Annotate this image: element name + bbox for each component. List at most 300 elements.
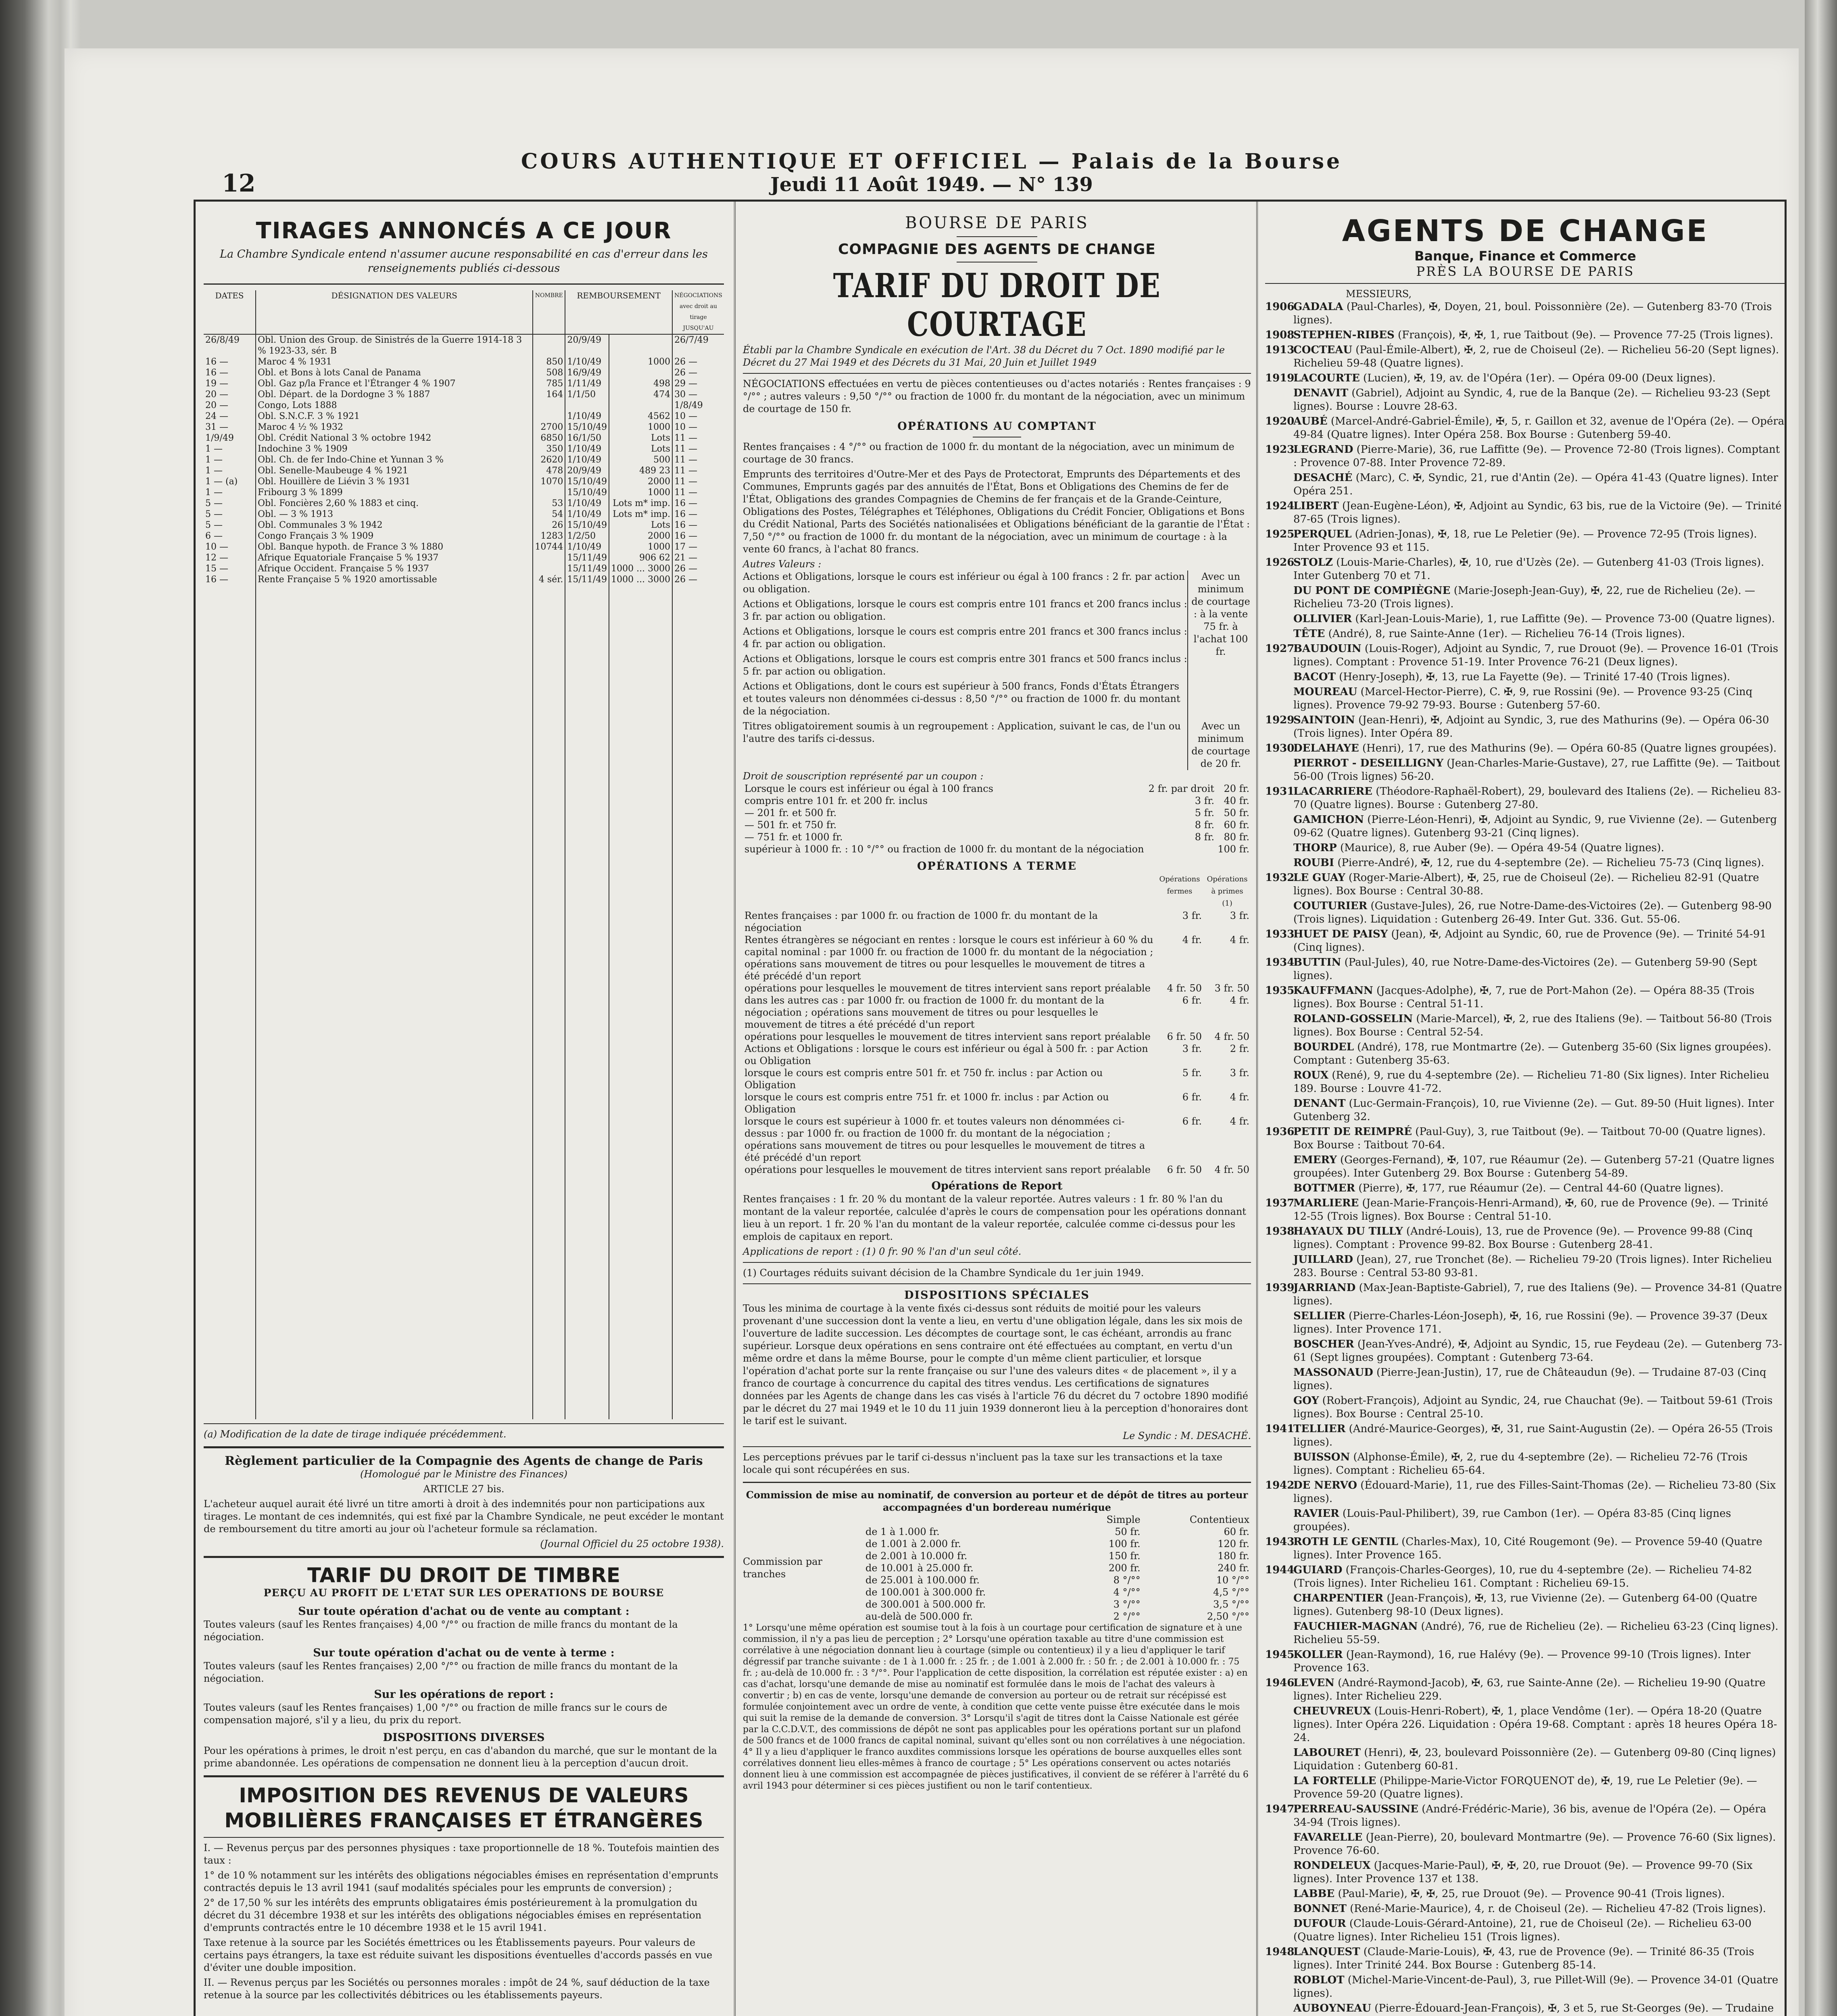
agent-name: HUET DE PAISY xyxy=(1293,928,1388,940)
table-cell: 489 23 xyxy=(609,465,672,476)
table-cell: 4 fr. 50 xyxy=(1214,1031,1249,1042)
agent-name: BACOT xyxy=(1293,671,1336,683)
table-row xyxy=(743,843,1251,855)
agent-name: STOLZ xyxy=(1293,556,1333,569)
agent-entry xyxy=(1265,1479,1785,1506)
table-cell: Obl. S.N.C.F. 3 % 1921 xyxy=(256,411,533,422)
agent-entry xyxy=(1265,1338,1785,1364)
agents-title: AGENTS DE CHANGE xyxy=(1342,214,1709,248)
table-cell: Lots xyxy=(609,433,672,444)
agent-entry xyxy=(1265,1182,1785,1195)
imposition-text1: I. — Revenus perçus par des personnes physiques : taxe proportionnelle de 18 %. Toutefois maintien des taux : xyxy=(204,1842,719,1866)
table-cell: 26 xyxy=(533,520,565,531)
agent-name: ROLAND-GOSSELIN xyxy=(1293,1013,1413,1025)
table-cell: de 25.001 à 100.000 fr. xyxy=(865,1574,980,1586)
table-cell: 30 — xyxy=(674,389,698,400)
table-cell: Rentes françaises : par 1000 fr. ou fraction de 1000 fr. du montant de la négociation xyxy=(744,910,1098,933)
table-cell: 16 — xyxy=(674,531,698,541)
agent-text xyxy=(1293,1620,1785,1647)
table-cell xyxy=(565,585,609,1419)
agent-year xyxy=(1265,1620,1293,1647)
agent-text xyxy=(1293,1564,1785,1590)
agent-name: DENAVIT xyxy=(1293,387,1349,399)
agent-text xyxy=(1293,443,1785,470)
table-row xyxy=(204,389,724,400)
table-row xyxy=(743,910,1251,934)
agent-entry xyxy=(1265,1225,1785,1252)
table-cell xyxy=(672,585,724,1419)
table-row xyxy=(864,1526,1251,1538)
agent-name: DESACHÉ xyxy=(1293,472,1353,484)
table-cell: 11 — xyxy=(674,487,698,498)
table-row xyxy=(743,783,1251,795)
agent-details: (Charles-Max), 10, Cité Rougemont (9e). — Provence 59-40 (Quatre lignes). Inter Provence 165. xyxy=(1293,1536,1762,1561)
table-cell: 26/8/49 xyxy=(204,334,256,356)
agent-text xyxy=(1293,344,1785,370)
agent-details: (Jean-Yves-André), ✠, Adjoint au Syndic, 15, rue Feydeau (2e). — Gutenberg 73-61 (Sept lignes groupées). Comptant : Gutenberg 73-64. xyxy=(1293,1338,1783,1364)
table-cell: 29 — xyxy=(674,379,698,389)
table-cell: 4 sér. xyxy=(533,574,565,585)
agent-text xyxy=(1293,1705,1785,1745)
agent-text xyxy=(1293,471,1785,498)
agent-year xyxy=(1265,856,1293,870)
percep: Les perceptions prévues par le tarif ci-dessus n'incluent pas la taxe sur les transactions et la taxe locale qui sont récupérées en sus. xyxy=(743,1452,1223,1475)
agent-name: ROUX xyxy=(1293,1069,1329,1081)
table-cell: 1000 xyxy=(609,541,672,552)
agent-name: CHARPENTIER xyxy=(1293,1592,1384,1604)
agent-entry xyxy=(1265,1859,1785,1886)
agent-year: 1924 xyxy=(1265,500,1295,512)
col-dates: DATES xyxy=(204,290,256,334)
table-cell: 785 xyxy=(533,378,565,389)
agent-year xyxy=(1265,1253,1293,1280)
table-cell: 19 — xyxy=(204,378,256,389)
agent-year: 1927 xyxy=(1265,643,1295,655)
agent-entry xyxy=(1265,372,1785,385)
appli: Applications de report : (1) 0 fr. 90 % l'an d'un seul côté. xyxy=(743,1246,1022,1257)
agent-text xyxy=(1293,900,1785,926)
agent-text xyxy=(1293,714,1785,740)
agents-subtitle2: PRÈS LA BOURSE DE PARIS xyxy=(1416,264,1635,279)
agent-entry xyxy=(1265,785,1785,812)
dispo-text: Pour les opérations à primes, le droit n'est perçu, en cas d'abandon du marché, que sur le montant de la prime abandonnée. Les opérations de compensation ne donnent lieu à la perception d'aucun droit. xyxy=(204,1745,717,1769)
timbre-t2: Toutes valeurs (sauf les Rentes françaises) 2,00 °/°° ou fraction de mille francs du montant de la négociation. xyxy=(204,1660,678,1684)
table-cell: 6 fr. xyxy=(1182,1116,1202,1127)
agent-details: (Pierre-Léon-Henri), ✠, Adjoint au Syndic, 9, rue Vivienne (2e). — Gutenberg 09-62 (Quatre lignes). Gutenberg 93-21 (Cinq lignes). xyxy=(1293,814,1777,839)
table-row xyxy=(743,982,1251,994)
table-cell: 53 xyxy=(533,498,565,509)
table-cell: Lots m* imp. xyxy=(609,509,672,520)
agent-year xyxy=(1265,1774,1293,1801)
agent-entry xyxy=(1265,556,1785,583)
table-cell: 11 — xyxy=(674,466,698,476)
agent-year xyxy=(1265,900,1293,926)
agent-entry xyxy=(1265,1648,1785,1675)
agent-details: (Luc-Germain-François), 10, rue Vivienne (2e). — Gut. 89-50 (Huit lignes). Inter Gutenberg 32. xyxy=(1293,1098,1774,1123)
table-cell xyxy=(609,334,672,356)
table-cell: Obl. — 3 % 1913 xyxy=(256,509,533,520)
agent-name: DUFOUR xyxy=(1293,1918,1346,1930)
agent-year xyxy=(1265,627,1293,641)
tirages-footnote: (a) Modification de la date de tirage indiquée précédemment. xyxy=(204,1429,507,1440)
table-cell: 2,50 °/°° xyxy=(1207,1611,1249,1622)
tirages-title: TIRAGES ANNONCÉS A CE JOUR xyxy=(256,218,672,244)
table-cell: 1000 xyxy=(609,356,672,367)
agent-name: PETIT DE REIMPRÉ xyxy=(1293,1126,1412,1138)
table-cell: 24 — xyxy=(204,411,256,422)
table-cell: 1 — xyxy=(204,487,256,498)
agent-details: (Louis-Roger), Adjoint au Syndic, 7, rue Drouot (9e). — Provence 16-01 (Trois lignes). Comptant : Provence 51-19. Inter Provence 76-21 (Deux lignes). xyxy=(1293,643,1779,668)
table-cell: 5 — xyxy=(204,498,256,509)
table-cell: 12 — xyxy=(204,552,256,563)
agent-details: (Louis-Henri-Robert), ✠, 1, place Vendôme (1er). — Opéra 18-20 (Quatre lignes). Inter Opéra 226. Liquidation : Opéra 19-68. Comptant : après 18 heures Opéra 18-24. xyxy=(1293,1705,1777,1744)
table-cell: 1/9/49 xyxy=(204,433,256,444)
agent-entry xyxy=(1265,1535,1785,1562)
agent-text xyxy=(1293,1831,1785,1858)
agents-subtitle: Banque, Finance et Commerce xyxy=(1414,248,1636,264)
table-cell: 164 xyxy=(533,389,565,400)
agent-details: (Pierre-Jean-Justin), 17, rue de Châteaudun (9e). — Trudaine 87-03 (Cinq lignes). xyxy=(1293,1366,1766,1392)
column-left xyxy=(204,202,724,2016)
agent-text xyxy=(1293,1253,1785,1280)
table-cell: de 2.001 à 10.000 fr. xyxy=(865,1550,968,1562)
agent-entry xyxy=(1265,500,1785,526)
agent-name: AUBOYNEAU xyxy=(1293,2002,1371,2014)
table-row xyxy=(204,356,724,367)
table-cell: 2 fr. par droit xyxy=(1148,783,1214,794)
table-row xyxy=(204,476,724,487)
agent-text xyxy=(1293,1974,1785,2000)
table-cell: Actions et Obligations : lorsque le cours est inférieur ou égal à 500 fr. : par Action ou Obligation xyxy=(744,1043,1148,1066)
courtage-company: COMPAGNIE DES AGENTS DE CHANGE xyxy=(838,241,1156,258)
agent-text xyxy=(1293,627,1785,641)
table-cell: 16 — xyxy=(204,367,256,378)
table-cell: 15/10/49 xyxy=(565,476,609,487)
table-row xyxy=(864,1574,1251,1586)
agent-text xyxy=(1293,1012,1785,1039)
agent-name: LACARRIERE xyxy=(1293,785,1372,798)
agent-name: DU PONT DE COMPIÈGNE xyxy=(1293,585,1451,597)
agent-text xyxy=(1293,871,1785,898)
agent-name: JUILLARD xyxy=(1293,1254,1353,1266)
agent-name: COCTEAU xyxy=(1293,344,1353,356)
agent-details: (Paul-Guy), 3, rue Taitbout (9e). — Taitbout 70-00 (Quatre lignes). Box Bourse : Taitbout 70-64. xyxy=(1293,1126,1766,1151)
table-cell: — 751 fr. et 1000 fr. xyxy=(744,831,843,843)
table-row xyxy=(204,498,724,509)
table-row xyxy=(204,378,724,389)
table-cell: opérations pour lesquelles le mouvement de titres intervient sans report préalable xyxy=(744,1164,1151,1175)
table-cell xyxy=(609,400,672,411)
table-cell: Obl. et Bons à lots Canal de Panama xyxy=(256,367,533,378)
imposition-text3: 2° de 17,50 % sur les intérêts des emprunts obligataires émis postérieurement à la promulgation du décret du 31 décembre 1938 et sur les intérêts des obligations négociables émises en représentation d'emprunts contractés entre le 10 décembre 1938 et le 15 avril 1941. xyxy=(204,1897,702,1933)
agent-text xyxy=(1293,500,1785,526)
table-cell: 8 fr. xyxy=(1195,819,1214,831)
agent-entry xyxy=(1265,1097,1785,1124)
table-cell: 1/10/49 xyxy=(565,356,609,367)
table-cell: 3,5 °/°° xyxy=(1213,1599,1249,1610)
autres-2: Actions et Obligations, lorsque le cours est compris entre 201 francs et 300 francs inclus : 4 fr. par action ou obligation. xyxy=(743,626,1187,650)
agent-year xyxy=(1265,1592,1293,1618)
agent-name: HAYAUX DU TILLY xyxy=(1293,1225,1403,1237)
agent-name: SELLIER xyxy=(1293,1310,1345,1322)
table-cell: 2700 xyxy=(533,422,565,433)
table-cell xyxy=(533,585,565,1419)
agent-details: (André), 8, rue Sainte-Anne (1er). — Richelieu 76-14 (Trois lignes). xyxy=(1325,628,1685,640)
agent-details: (André), 178, rue Montmartre (2e). — Gutenberg 35-60 (Six lignes groupées). Comptant : Gutenberg 35-63. xyxy=(1293,1041,1772,1066)
table-row xyxy=(204,487,724,498)
table-cell: 20/9/49 xyxy=(565,465,609,476)
agent-text xyxy=(1293,1182,1785,1195)
agent-text xyxy=(1293,1451,1785,1477)
agent-entry xyxy=(1265,1592,1785,1618)
table-cell: de 10.001 à 25.000 fr. xyxy=(865,1562,974,1574)
agent-details: (Paul-Marie), ✠, ✠, 25, rue Drouot (9e). — Provence 90-41 (Trois lignes). xyxy=(1334,1888,1725,1900)
agent-year xyxy=(1265,1041,1293,1067)
agent-text xyxy=(1293,329,1785,342)
agent-year: 1942 xyxy=(1265,1479,1295,1491)
agent-entry xyxy=(1265,1902,1785,1916)
agent-name: LE GUAY xyxy=(1293,872,1345,884)
agent-name: TELLIER xyxy=(1293,1423,1346,1435)
agent-details: (Georges-Fernand), ✠, 107, rue Réaumur (2e). — Gutenberg 57-21 (Quatre lignes groupées). Inter Gutenberg 29. Box Bourse : Gutenberg 54-89. xyxy=(1293,1154,1774,1179)
table-cell: 4 fr. xyxy=(1230,1091,1249,1103)
syndic: Le Syndic : M. DESACHÉ. xyxy=(1123,1430,1251,1441)
table-row xyxy=(204,334,724,356)
autres-title: Autres Valeurs : xyxy=(743,558,822,570)
agent-name: ROUBI xyxy=(1293,857,1334,869)
table-cell: 20 — xyxy=(204,389,256,400)
agent-details: (Jean-François), ✠, 13, rue Vivienne (2e). — Gutenberg 64-00 (Quatre lignes). Gutenberg 98-10 (Deux lignes). xyxy=(1293,1592,1758,1618)
agent-text xyxy=(1293,1917,1785,1944)
table-cell: 4,5 °/°° xyxy=(1213,1587,1249,1598)
table-cell: 80 fr. xyxy=(1224,831,1249,843)
imposition-text4: Taxe retenue à la source par les Sociétés émettrices ou les Établissements payeurs. Pour valeurs de certains pays étrangers, la taxe est réduite suivant les dispositions éventuelles d'accords passés en vue d'éviter une double imposition. xyxy=(204,1937,713,1973)
agent-year: 1920 xyxy=(1265,415,1295,427)
agent-year xyxy=(1265,1182,1293,1195)
table-cell: 1000 ... 3000 xyxy=(609,574,672,585)
agent-text xyxy=(1293,1592,1785,1618)
agent-details: (Louis-Marie-Charles), ✠, 10, rue d'Uzès (2e). — Gutenberg 41-03 (Trois lignes). Inter Gutenberg 70 et 71. xyxy=(1293,556,1764,582)
agent-name: KOLLER xyxy=(1293,1649,1343,1661)
table-cell: de 300.001 à 500.000 fr. xyxy=(865,1599,986,1610)
table-cell: 8 °/°° xyxy=(1113,1574,1141,1586)
agent-name: KAUFFMANN xyxy=(1293,985,1373,997)
commission-col2: Contentieux xyxy=(1189,1514,1249,1525)
agent-text xyxy=(1293,1746,1785,1773)
terme-title: OPÉRATIONS A TERME xyxy=(917,860,1077,873)
souscription-table xyxy=(743,783,1251,855)
table-cell: 26 — xyxy=(674,564,698,574)
agent-entry xyxy=(1265,1125,1785,1152)
agent-name: AUBÉ xyxy=(1293,415,1328,427)
table-cell: 16/9/49 xyxy=(565,367,609,378)
table-row xyxy=(743,795,1251,807)
agent-year: 1906 xyxy=(1265,301,1295,313)
table-cell xyxy=(256,585,533,1419)
agent-details: (Claude-Marie-Louis), ✠, 43, rue de Provence (9e). — Trinité 86-35 (Trois lignes). Inter Trinité 244. Box Bourse : Gutenberg 85-14. xyxy=(1293,1946,1754,1971)
agent-entry xyxy=(1265,956,1785,983)
tirages-table xyxy=(204,290,724,1419)
agent-year: 1946 xyxy=(1265,1677,1295,1689)
agent-details: (Max-Jean-Baptiste-Gabriel), 7, rue des Italiens (9e). — Provence 34-81 (Quatre lignes). xyxy=(1293,1282,1782,1307)
agent-details: (Gabriel), Adjoint au Syndic, 4, rue de la Banque (2e). — Richelieu 93-23 (Sept lignes). Bourse : Louvre 28-63. xyxy=(1293,387,1770,412)
table-cell: 16 — xyxy=(204,574,256,585)
agent-name: PERREAU-SAUSSINE xyxy=(1293,1803,1418,1815)
agent-text xyxy=(1293,1125,1785,1152)
table-row xyxy=(204,541,724,552)
agent-year: 1923 xyxy=(1265,444,1295,456)
table-cell: 1 — (a) xyxy=(204,476,256,487)
agent-year xyxy=(1265,813,1293,840)
agent-name: GAMICHON xyxy=(1293,814,1364,826)
table-cell: compris entre 101 fr. et 200 fr. inclus xyxy=(744,795,928,806)
table-cell: 1000 xyxy=(609,422,672,433)
agent-details: (Roger-Marie-Albert), ✠, 25, rue de Choiseul (2e). — Richelieu 82-91 (Quatre lignes). Box Bourse : Central 30-88. xyxy=(1293,872,1759,897)
agent-details: (Marie-Marcel), ✠, 2, rue des Italiens (9e). — Taitbout 56-80 (Trois lignes). Box Bourse : Central 52-54. xyxy=(1293,1013,1772,1038)
agent-year: 1932 xyxy=(1265,872,1295,884)
table-cell: 508 xyxy=(533,367,565,378)
agent-year xyxy=(1265,1887,1293,1901)
agent-year: 1937 xyxy=(1265,1197,1295,1209)
agent-year: 1948 xyxy=(1265,1946,1295,1958)
table-cell xyxy=(533,400,565,411)
agent-details: (François-Charles-Georges), 10, rue du 4-septembre (2e). — Richelieu 74-82 (Trois lignes). Inter Richelieu 161. Comptant : Richelieu 69-15. xyxy=(1293,1564,1752,1589)
courtage-top: BOURSE DE PARIS xyxy=(905,214,1089,232)
agent-name: BOSCHER xyxy=(1293,1338,1354,1350)
autres-4: Actions et Obligations, dont le cours est supérieur à 500 francs, Fonds d'États Étrangers et toutes valeurs non dénommées ci-dessus : 8,50 °/°° ou fraction de 1000 fr. du montant de la négociation. xyxy=(743,681,1180,717)
agent-year: 1913 xyxy=(1265,344,1295,356)
table-cell: 11 — xyxy=(674,455,698,465)
table-cell: 26/7/49 xyxy=(674,335,709,345)
agent-name: FAUCHIER-MAGNAN xyxy=(1293,1620,1418,1633)
table-cell: 150 fr. xyxy=(1108,1550,1141,1562)
agent-year xyxy=(1265,1097,1293,1124)
table-cell: 17 — xyxy=(674,542,698,552)
table-row xyxy=(204,444,724,454)
agent-entry xyxy=(1265,1310,1785,1336)
timbre-t3: Toutes valeurs (sauf les Rentes françaises) 1,00 °/°° ou fraction de mille francs sur le cours de compensation majoré, s'il y a lieu, du prix du report. xyxy=(204,1702,667,1726)
agent-name: LEVEN xyxy=(1293,1677,1334,1689)
agent-text xyxy=(1293,528,1785,554)
agent-year: 1926 xyxy=(1265,556,1295,569)
agent-entry xyxy=(1265,1620,1785,1647)
agent-text xyxy=(1293,856,1785,870)
table-cell: Obl. Foncières 2,60 % 1883 et cinq. xyxy=(256,498,533,509)
agent-year xyxy=(1265,671,1293,684)
table-cell: Indochine 3 % 1909 xyxy=(256,444,533,454)
agent-entry xyxy=(1265,528,1785,554)
agent-details: (Jean-Raymond), 16, rue Halévy (9e). — Provence 99-10 (Trois lignes). Inter Provence 163. xyxy=(1293,1649,1751,1674)
table-cell: 21 — xyxy=(674,553,698,563)
table-cell: 3 fr. xyxy=(1230,910,1249,921)
agent-name: OLLIVIER xyxy=(1293,613,1352,625)
agent-details: (Paul-Jules), 40, rue Notre-Dame-des-Victoires (2e). — Gutenberg 59-90 (Sept lignes). xyxy=(1293,956,1757,982)
table-cell: 26 — xyxy=(674,357,698,367)
table-cell: au-delà de 500.000 fr. xyxy=(865,1611,973,1622)
table-cell: de 100.001 à 300.000 fr. xyxy=(865,1587,986,1598)
agent-text xyxy=(1293,1197,1785,1223)
table-cell: 1070 xyxy=(533,476,565,487)
table-row xyxy=(743,1091,1251,1115)
table-cell: 3 fr. 50 xyxy=(1214,983,1249,994)
agent-entry xyxy=(1265,300,1785,327)
agent-year xyxy=(1265,1507,1293,1534)
table-cell: 10 — xyxy=(204,541,256,552)
agent-details: (Gustave-Jules), 26, rue Notre-Dame-des-Victoires (2e). — Gutenberg 98-90 (Trois lignes). Liquidation : Gutenberg 26-49. Inter Gut. 336. Gut. 55-06. xyxy=(1293,900,1772,925)
table-cell: 16 — xyxy=(674,509,698,519)
agent-entry xyxy=(1265,1974,1785,2000)
table-row xyxy=(743,1043,1251,1067)
table-row xyxy=(864,1610,1251,1622)
table-cell: 1/10/49 xyxy=(565,454,609,465)
agent-year: 1929 xyxy=(1265,714,1295,726)
agent-text xyxy=(1293,1859,1785,1886)
table-row xyxy=(204,465,724,476)
tirages-subtitle: La Chambre Syndicale entend n'assumer aucune responsabilité en cas d'erreur dans les renseignements publiés ci-dessous xyxy=(220,248,708,275)
timbre-title: TARIF DU DROIT DE TIMBRE xyxy=(307,1564,621,1587)
agent-year xyxy=(1265,1831,1293,1858)
agent-text xyxy=(1293,1366,1785,1393)
comptant-emprunts: Emprunts des territoires d'Outre-Mer et des Pays de Protectorat, Emprunts des Départements et des Communes, Emprunts gagés par des annuités de l'État, Bons et Obligations des Chemins de fer de l'État, Obligations des grandes Compagnies de Chemins de fer français et de la Grande-Ceinture, Obligations des Postes, Télégraphes et Téléphones, Obligations du Crédit Foncier, Obligations et Bons du Crédit National, Parts des Sociétés nationalisées et Obligations bénéficiant de la garantie de l'État : 7,50 °/°° ou fraction de 1000 fr. du montant de la négociation, avec un minimum de courtage : à la vente 60 francs, à l'achat 80 francs. xyxy=(743,469,1250,555)
agent-details: (Adrien-Jonas), ✠, 18, rue Le Peletier (9e). — Provence 72-95 (Trois lignes). Inter Provence 93 et 115. xyxy=(1293,528,1757,554)
agent-year: 1934 xyxy=(1265,956,1295,968)
agent-year: 1938 xyxy=(1265,1225,1295,1237)
agent-text xyxy=(1293,556,1785,583)
agent-year xyxy=(1265,1338,1293,1364)
table-cell: 4 fr. xyxy=(1182,934,1202,946)
table-cell: Congo, Lots 1888 xyxy=(256,400,533,411)
table-cell: 50 fr. xyxy=(1224,807,1249,818)
agent-details: (Jean), 27, rue Tronchet (8e). — Richelieu 79-20 (Trois lignes). Inter Richelieu 283. Bourse : Central 53-80 93-81. xyxy=(1293,1254,1772,1279)
agent-details: (René-Marie-Maurice), 4, r. de Choiseul (2e). — Richelieu 47-82 (Trois lignes). xyxy=(1346,1903,1766,1915)
agent-details: (Pierre-Charles-Léon-Joseph), ✠, 16, rue Rossini (9e). — Provence 39-37 (Deux lignes). Inter Provence 171. xyxy=(1293,1310,1768,1335)
table-cell: 6 — xyxy=(204,531,256,541)
agent-year xyxy=(1265,841,1293,855)
agent-text xyxy=(1293,984,1785,1011)
table-cell: dans les autres cas : par 1000 fr. ou fraction de 1000 fr. du montant de la négociation ; opérations sans mouvement de titres ou pour lesquelles le mouvement de titres a été précédé d'un report xyxy=(744,995,1105,1030)
agent-entry xyxy=(1265,671,1785,684)
book-spine xyxy=(1805,0,1837,2016)
table-cell: 10 — xyxy=(674,411,698,421)
table-cell: 1283 xyxy=(533,531,565,541)
agent-entry xyxy=(1265,1774,1785,1801)
commission-text: 1° Lorsqu'une même opération est soumise tout à la fois à un courtage pour certification de signature et à une commission, il n'y a pas lieu de perception ; 2° Lorsqu'une opération taxable au titre d'une commission est corrélative à une négociation donnant lieu à courtage (simple ou contentieux) il y a lieu d'appliquer le tarif dégressif par tranche suivante : de 1 à 1.000 fr. : 25 fr. ; de 1.001 à 2.000 fr. : 50 fr. ; de 2.001 à 10.000 fr. : 75 fr. ; au-delà de 10.000 fr. : 3 °/°°. Pour l'application de cette disposition, la corrélation est réputée exister : a) en cas d'achat, lorsqu'une demande de mise au nominatif est formulée dans le mois de l'achat des valeurs à convertir ; b) en cas de vente, lorsqu'une demande de conversion au porteur ou de retrait sur récépissé est formulée conjointement avec un ordre de vente, à condition que cette vente puisse être exécutée dans le mois qui suit la remise de la demande de conversion. 3° Lorsqu'il s'agit de titres dont la Caisse Nationale est gérée par la C.C.D.V.T., des commissions de dépôt ne sont pas applicables pour les opérations portant sur un plafond de 500 francs et de 1000 francs de capital nominal, suivant qu'elles sont ou non corrélatives à une négociation. 4° Il y a lieu d'appliquer le franco auxdites commissions lorsque les opérations de bourse auxquelles elles sont corrélatives donnent lieu elles-mêmes à franco de courtage ; 5° Les opérations conservent ou actes notariés donnent lieu à une commission est accompagnée de pièces justificatives, il convient de se référer à l'arrêté du 6 avril 1943 pour déterminer si ces pièces justifient ou non le tarif contentieux. xyxy=(743,1623,1249,1791)
agent-entry xyxy=(1265,871,1785,898)
agent-name: STEPHEN-RIBES xyxy=(1293,329,1395,341)
table-cell: 3 fr. xyxy=(1195,795,1214,806)
table-cell: 1/1/50 xyxy=(565,389,609,400)
agent-text xyxy=(1293,1677,1785,1703)
table-cell: 200 fr. xyxy=(1108,1562,1141,1574)
table-row xyxy=(743,807,1251,819)
agent-text xyxy=(1293,671,1785,684)
agent-name: BUISSON xyxy=(1293,1451,1350,1463)
table-cell: 15/10/49 xyxy=(565,422,609,433)
terme-col2: Opérations à primes (1) xyxy=(1207,875,1248,908)
reglement-subtitle: (Homologué par le Ministre des Finances) xyxy=(360,1468,568,1480)
agent-entry xyxy=(1265,685,1785,712)
table-cell xyxy=(533,334,565,356)
page-number: 12 xyxy=(222,169,256,198)
commission-table xyxy=(864,1514,1251,1622)
table-cell xyxy=(533,552,565,563)
agent-text xyxy=(1293,785,1785,812)
table-cell: 5 fr. xyxy=(1195,807,1214,818)
table-cell: Maroc 4 % 1931 xyxy=(256,356,533,367)
table-cell: 15 — xyxy=(204,563,256,574)
agent-year xyxy=(1265,1366,1293,1393)
agent-entry xyxy=(1265,387,1785,413)
